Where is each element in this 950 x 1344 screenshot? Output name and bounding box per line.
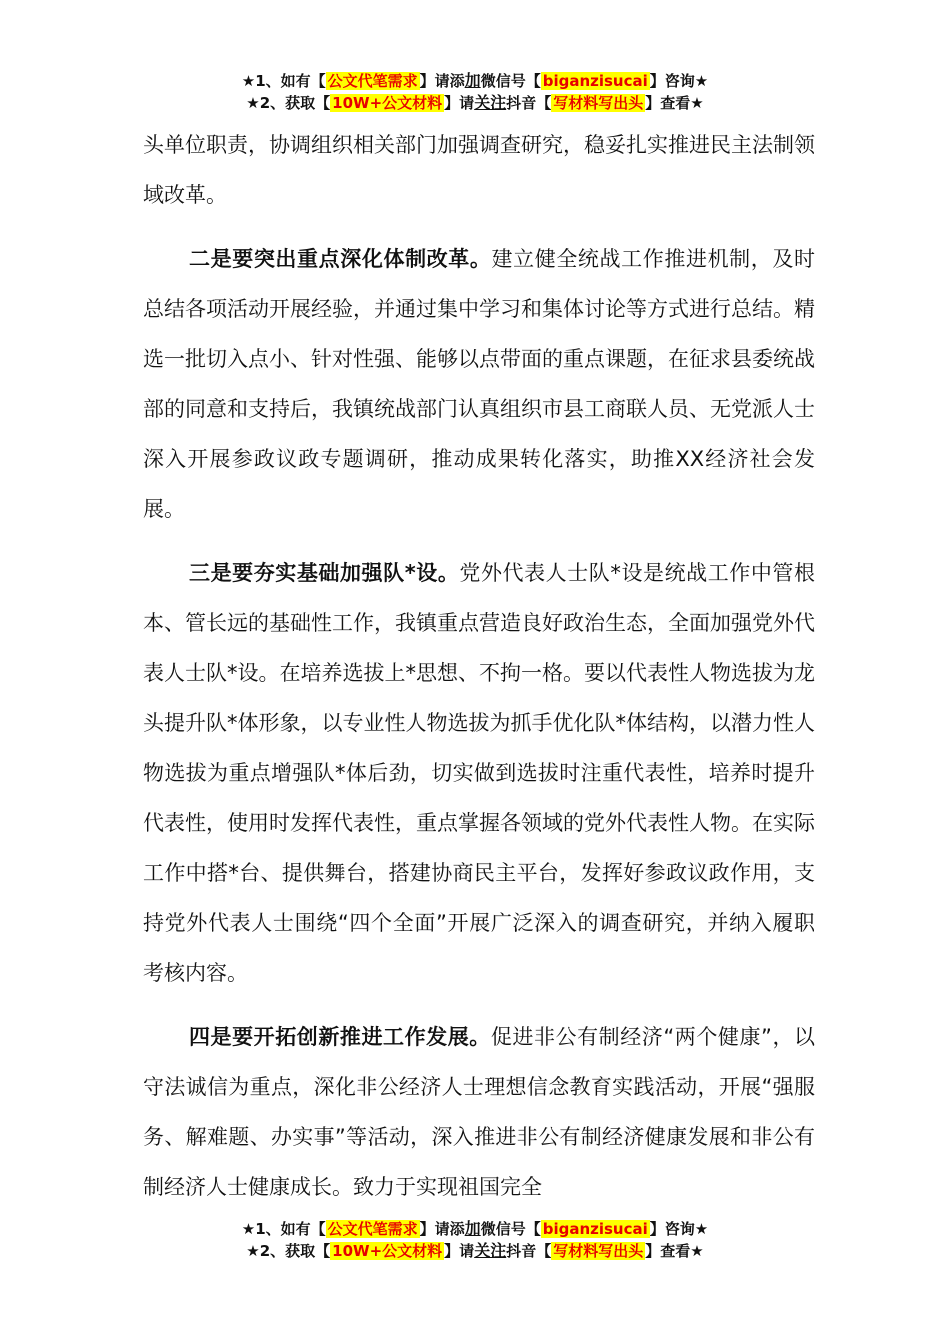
promo-highlight: 公文代笔需求 xyxy=(327,72,418,90)
promo-text: 】咨询 xyxy=(649,72,695,90)
promo-douyin-name: 写材料写出头 xyxy=(553,94,644,112)
promo-text: 抖音【 xyxy=(506,1242,552,1260)
paragraph-continuation: 头单位职责，协调组织相关部门加强调查研究，稳妥扎实推进民主法制领域改革。 xyxy=(143,133,815,207)
promo-text: 抖音【 xyxy=(506,94,552,112)
promo-footer-line-1 xyxy=(0,1218,950,1240)
promo-header-line-1 xyxy=(0,70,950,92)
promo-wechat-id: biganzisucai xyxy=(542,1220,648,1238)
promo-text: 】请 xyxy=(444,1242,475,1260)
promo-text: 】咨询 xyxy=(649,1220,695,1238)
star-icon: ★ xyxy=(694,72,709,90)
promo-text: 】查看 xyxy=(645,1242,691,1260)
promo-header xyxy=(0,70,950,114)
promo-text: 】请 xyxy=(444,94,475,112)
paragraph-4 xyxy=(143,1012,815,1212)
star-icon: ★ xyxy=(241,1220,256,1238)
paragraph-heading: 三是要夯实基础加强队*设。 xyxy=(189,561,460,585)
promo-text: 】请添 xyxy=(419,72,465,90)
promo-text: 2、获取【 xyxy=(259,1242,331,1260)
promo-wechat-id: biganzisucai xyxy=(542,72,648,90)
paragraph-text: 党外代表人士队*设是统战工作中管根本、管长远的基础性工作，我镇重点营造良好政治生态，全面加强党外代表人士队*设。在培养选拔上*思想、不拘一格。要以代表性人物选拔为龙头提升队*体形象，以专业性人物选拔为抓手优化队*体结构，以潜力性人物选拔为重点增强队*体后劲，切实做到选拔时注重代表性，培养时提升代表性，使用时发挥代表性，重点掌握各领域的党外代表性人物。在实际工作中搭*台、提供舞台，搭建协商民主平台，发挥好参政议政作用，支持党外代表人士围绕“四个全面”开展广泛深入的调查研究，并纳入履职考核内容。 xyxy=(143,561,816,985)
promo-underlined: 关注 xyxy=(474,1241,507,1260)
promo-highlight: 10W+公文材料 xyxy=(332,1242,443,1260)
paragraph-heading: 四是要开拓创新推进工作发展。 xyxy=(189,1025,491,1049)
promo-text: 微信号【 xyxy=(480,1220,541,1238)
promo-underlined: 加 xyxy=(464,71,481,90)
promo-footer-line-2 xyxy=(0,1240,950,1262)
paragraph-text: 建立健全统战工作推进机制，及时总结各项活动开展经验，并通过集中学习和集体讨论等方式进行总结。精选一批切入点小、针对性强、能够以点带面的重点课题，在征求县委统战部的同意和支持后，我镇统战部门认真组织市县工商联人员、无党派人士深入开展参政议政专题调研，推动成果转化落实，助推XX经济社会发展。 xyxy=(143,247,815,521)
paragraph-text: 促进非公有制经济“两个健康”，以守法诚信为重点，深化非公经济人士理想信念教育实践活动，开展“强服务、解难题、办实事”等活动，深入推进非公有制经济健康发展和非公有制经济人士健康成长。致力于实现祖国完全 xyxy=(143,1025,815,1199)
star-icon: ★ xyxy=(690,94,704,112)
document-body xyxy=(143,120,815,1226)
star-icon: ★ xyxy=(241,72,256,90)
star-icon: ★ xyxy=(246,94,260,112)
promo-text: 微信号【 xyxy=(480,72,541,90)
star-icon: ★ xyxy=(694,1220,709,1238)
promo-text: 1、如有【 xyxy=(255,1220,326,1238)
promo-underlined: 关注 xyxy=(474,93,507,112)
promo-highlight: 公文代笔需求 xyxy=(327,1220,418,1238)
paragraph-2 xyxy=(143,234,815,534)
promo-text: 】查看 xyxy=(645,94,691,112)
promo-douyin-name: 写材料写出头 xyxy=(553,1242,644,1260)
promo-underlined: 加 xyxy=(464,1219,481,1238)
promo-header-line-2 xyxy=(0,92,950,114)
promo-footer xyxy=(0,1218,950,1262)
promo-text: 】请添 xyxy=(419,1220,465,1238)
star-icon: ★ xyxy=(246,1242,260,1260)
paragraph-heading: 二是要突出重点深化体制改革。 xyxy=(189,247,492,271)
promo-highlight: 10W+公文材料 xyxy=(332,94,443,112)
paragraph-3 xyxy=(143,548,815,998)
star-icon: ★ xyxy=(690,1242,704,1260)
promo-text: 1、如有【 xyxy=(255,72,326,90)
promo-text: 2、获取【 xyxy=(259,94,331,112)
